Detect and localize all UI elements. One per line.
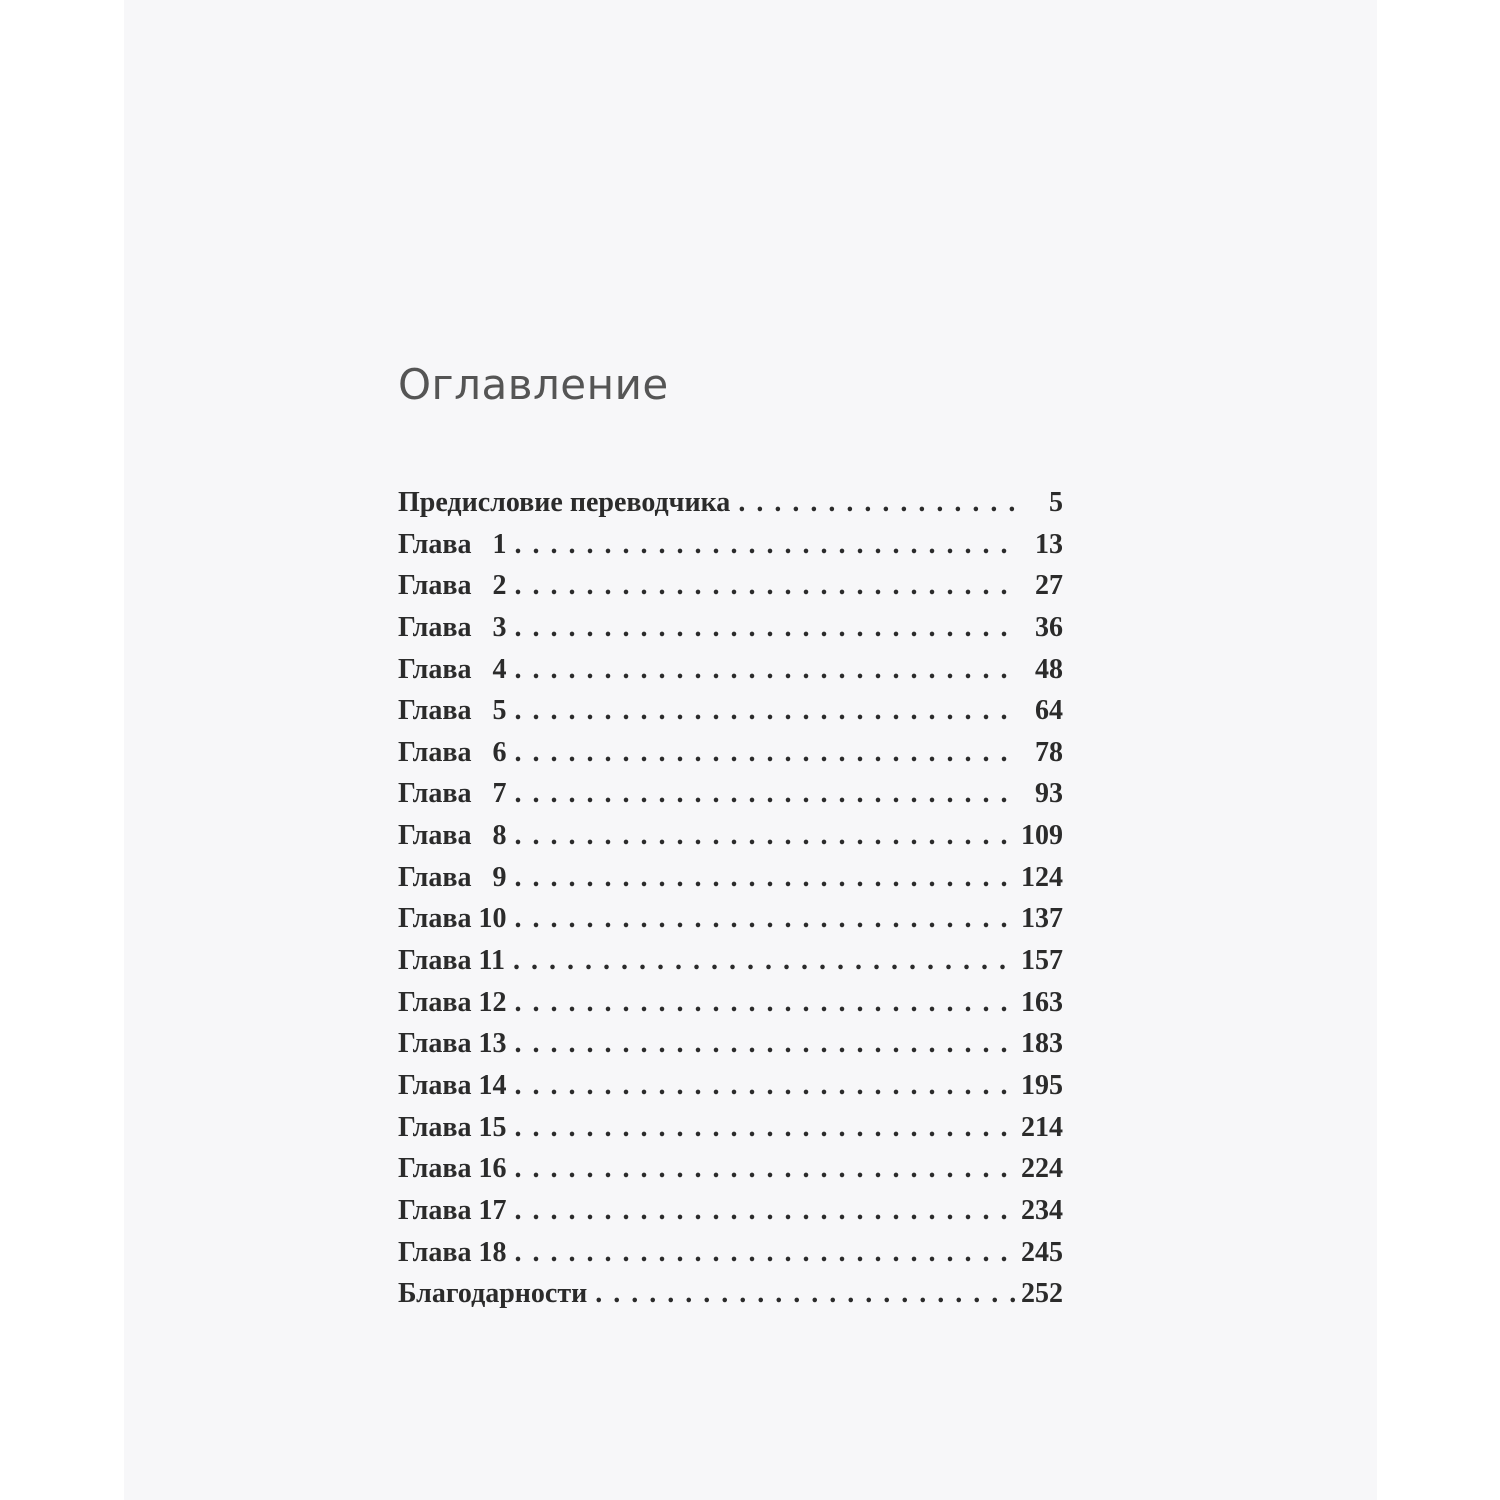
toc-entry bbox=[398, 654, 1063, 696]
toc-dot-leader bbox=[515, 570, 1016, 602]
toc-dot-leader bbox=[515, 737, 1016, 769]
toc-dot-leader bbox=[595, 1278, 1015, 1310]
toc-entry-title: Глава 10 bbox=[398, 903, 507, 935]
toc-entry-page: 245 bbox=[1021, 1236, 1063, 1268]
toc-entry bbox=[398, 1237, 1063, 1279]
toc-entry-title: Глава 15 bbox=[398, 1111, 507, 1143]
toc-entry-page: 109 bbox=[1021, 820, 1063, 852]
toc-entry-page: 137 bbox=[1021, 903, 1063, 935]
toc-entry-page: 78 bbox=[1035, 736, 1063, 768]
toc-entry-title: Благодарности bbox=[398, 1278, 588, 1310]
toc-entry bbox=[398, 612, 1063, 654]
toc-dot-leader bbox=[513, 945, 1015, 977]
toc-entry-page: 214 bbox=[1021, 1111, 1063, 1143]
toc-dot-leader bbox=[515, 1195, 1016, 1227]
toc-dot-leader bbox=[515, 695, 1016, 727]
toc-entry bbox=[398, 487, 1063, 529]
toc-entry-page: 157 bbox=[1021, 945, 1063, 977]
toc-entry bbox=[398, 529, 1063, 571]
toc-entry bbox=[398, 820, 1063, 862]
toc-dot-leader bbox=[515, 612, 1016, 644]
toc-heading: Оглавление bbox=[398, 360, 669, 409]
toc-dot-leader bbox=[515, 862, 1016, 894]
toc-entry bbox=[398, 1278, 1063, 1320]
toc-entry bbox=[398, 570, 1063, 612]
toc-dot-leader bbox=[515, 987, 1016, 1019]
toc-entry-title: Глава 8 bbox=[398, 820, 507, 852]
toc-entry bbox=[398, 945, 1063, 987]
toc-dot-leader bbox=[515, 1237, 1016, 1269]
toc-entry-title: Глава 6 bbox=[398, 736, 507, 768]
toc-entry-page: 13 bbox=[1035, 528, 1063, 560]
toc-entry-page: 5 bbox=[1049, 487, 1063, 518]
table-of-contents bbox=[398, 487, 1063, 1320]
toc-entry-page: 183 bbox=[1021, 1028, 1063, 1060]
toc-entry bbox=[398, 1153, 1063, 1195]
toc-entry bbox=[398, 1028, 1063, 1070]
toc-dot-leader bbox=[515, 820, 1016, 852]
toc-entry bbox=[398, 778, 1063, 820]
toc-entry-page: 252 bbox=[1021, 1278, 1063, 1310]
toc-entry-page: 234 bbox=[1021, 1194, 1063, 1226]
toc-entry-title: Глава 16 bbox=[398, 1153, 507, 1185]
toc-dot-leader bbox=[515, 1153, 1016, 1185]
toc-entry-title: Глава 14 bbox=[398, 1069, 507, 1101]
toc-entry-title: Глава 7 bbox=[398, 778, 507, 810]
toc-dot-leader bbox=[515, 529, 1016, 561]
toc-dot-leader bbox=[515, 778, 1016, 810]
toc-entry-title: Глава 9 bbox=[398, 861, 507, 893]
toc-entry-page: 36 bbox=[1035, 611, 1063, 643]
toc-entry-title: Глава 18 bbox=[398, 1236, 507, 1268]
toc-entry-page: 163 bbox=[1021, 986, 1063, 1018]
toc-entry bbox=[398, 903, 1063, 945]
toc-entry bbox=[398, 737, 1063, 779]
toc-entry-title: Предисловие переводчика bbox=[398, 487, 731, 518]
toc-entry bbox=[398, 695, 1063, 737]
toc-entry-page: 224 bbox=[1021, 1153, 1063, 1185]
toc-entry-title: Глава 2 bbox=[398, 570, 507, 602]
toc-entry-page: 27 bbox=[1035, 570, 1063, 602]
toc-dot-leader bbox=[515, 654, 1016, 686]
toc-dot-leader bbox=[515, 1028, 1016, 1060]
toc-entry-title: Глава 12 bbox=[398, 986, 507, 1018]
toc-entry-page: 195 bbox=[1021, 1069, 1063, 1101]
toc-entry bbox=[398, 1070, 1063, 1112]
toc-entry-title: Глава 1 bbox=[398, 528, 507, 560]
toc-entry-title: Глава 13 bbox=[398, 1028, 507, 1060]
toc-dot-leader bbox=[515, 903, 1016, 935]
toc-entry-title: Глава 5 bbox=[398, 695, 507, 727]
toc-entry-page: 48 bbox=[1035, 653, 1063, 685]
toc-entry-title: Глава 11 bbox=[398, 945, 505, 977]
toc-dot-leader bbox=[515, 1112, 1016, 1144]
toc-entry bbox=[398, 1195, 1063, 1237]
toc-entry-title: Глава 3 bbox=[398, 611, 507, 643]
toc-dot-leader bbox=[738, 487, 1015, 519]
toc-entry-page: 64 bbox=[1035, 695, 1063, 727]
toc-entry bbox=[398, 1112, 1063, 1154]
toc-entry bbox=[398, 987, 1063, 1029]
toc-entry-title: Глава 4 bbox=[398, 653, 507, 685]
toc-entry-page: 124 bbox=[1021, 861, 1063, 893]
toc-entry-title: Глава 17 bbox=[398, 1194, 507, 1226]
toc-dot-leader bbox=[515, 1070, 1016, 1102]
toc-entry-page: 93 bbox=[1035, 778, 1063, 810]
toc-entry bbox=[398, 862, 1063, 904]
